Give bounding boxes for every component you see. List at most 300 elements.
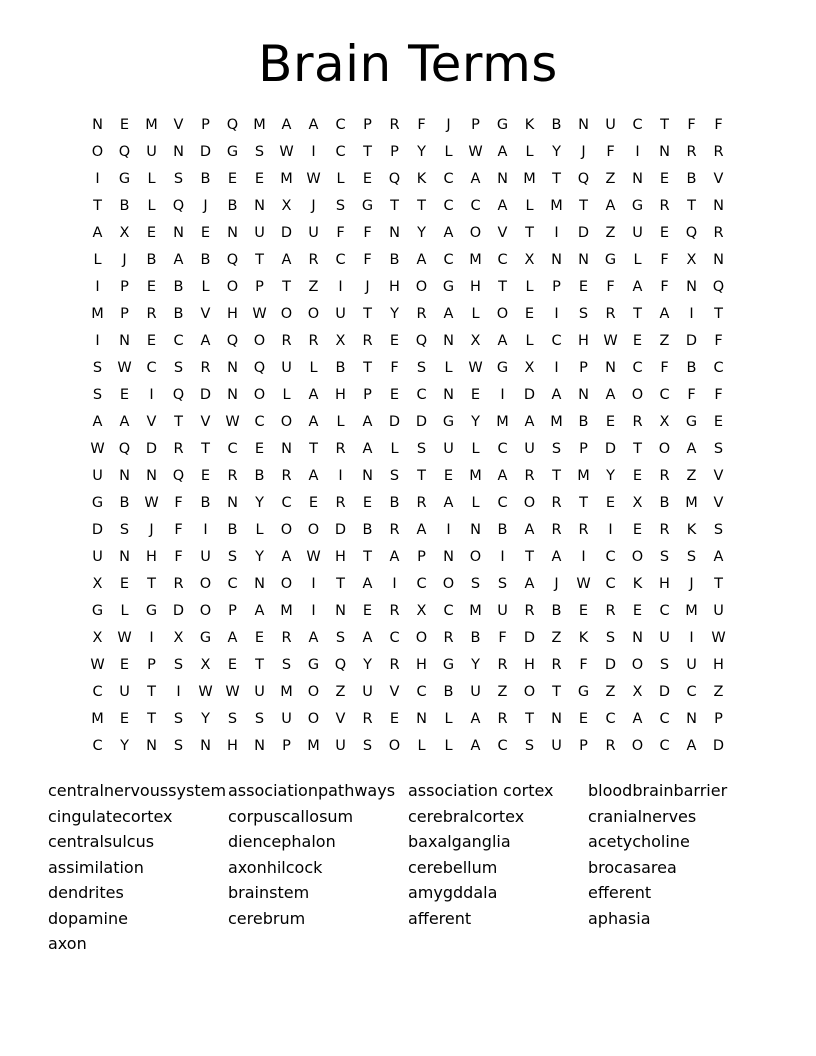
- grid-letter: Y: [255, 549, 264, 565]
- grid-letter: C: [659, 711, 670, 727]
- grid-letter: U: [335, 306, 346, 322]
- grid-letter: P: [147, 657, 156, 673]
- grid-letter: E: [578, 603, 589, 619]
- grid-letter: L: [471, 441, 480, 457]
- grid-letter: L: [147, 198, 156, 214]
- grid-letter: E: [254, 441, 265, 457]
- grid-letter: B: [146, 252, 157, 268]
- grid-letter: A: [281, 117, 292, 133]
- grid-letter: J: [311, 198, 316, 214]
- grid-letter: A: [308, 117, 319, 133]
- grid-letter: B: [200, 252, 211, 268]
- grid-letter: R: [173, 441, 184, 457]
- grid-letter: I: [149, 630, 154, 646]
- grid-letter: B: [551, 603, 562, 619]
- grid-letter: T: [93, 198, 102, 214]
- grid-letter: T: [714, 576, 723, 592]
- grid-letter: G: [118, 171, 131, 187]
- grid-letter: A: [686, 738, 697, 754]
- grid-letter: D: [334, 522, 347, 538]
- grid-letter: R: [551, 657, 562, 673]
- grid-letter: G: [442, 414, 455, 430]
- grid-letter: D: [577, 225, 590, 241]
- grid-letter: J: [446, 117, 451, 133]
- grid-letter: P: [363, 117, 372, 133]
- grid-letter: Z: [497, 684, 508, 700]
- grid-letter: A: [308, 468, 319, 484]
- grid-letter: W: [90, 441, 105, 457]
- grid-letter: C: [470, 198, 481, 214]
- grid-letter: G: [685, 414, 698, 430]
- grid-letter: A: [227, 630, 238, 646]
- grid-letter: F: [714, 117, 723, 133]
- grid-letter: G: [91, 603, 104, 619]
- grid-letter: N: [200, 738, 211, 754]
- grid-letter: F: [363, 252, 372, 268]
- grid-letter: F: [606, 144, 615, 160]
- grid-letter: G: [361, 198, 374, 214]
- grid-letter: Q: [253, 360, 266, 376]
- grid-letter: C: [146, 360, 157, 376]
- grid-letter: A: [362, 441, 373, 457]
- grid-letter: W: [198, 684, 213, 700]
- grid-letter: B: [362, 522, 373, 538]
- grid-letter: U: [362, 684, 373, 700]
- grid-letter: M: [577, 468, 590, 484]
- grid-letter: Z: [308, 279, 319, 295]
- grid-letter: N: [119, 549, 130, 565]
- word-list-item: cerebrum: [228, 908, 306, 928]
- grid-letter: F: [336, 225, 345, 241]
- grid-letter: O: [469, 225, 482, 241]
- grid-row: [84, 436, 732, 463]
- grid-letter: R: [659, 522, 670, 538]
- grid-letter: S: [551, 441, 562, 457]
- grid-letter: C: [551, 333, 562, 349]
- grid-letter: O: [280, 306, 293, 322]
- grid-letter: O: [388, 738, 401, 754]
- grid-letter: F: [714, 333, 723, 349]
- grid-letter: T: [174, 414, 183, 430]
- grid-letter: U: [200, 549, 211, 565]
- grid-letter: S: [281, 657, 292, 673]
- grid-letter: S: [713, 441, 724, 457]
- word-list-item: cerebellum: [408, 857, 498, 877]
- grid-letter: D: [604, 441, 617, 457]
- word-list-item: dendrites: [48, 883, 124, 902]
- grid-letter: P: [282, 738, 291, 754]
- grid-letter: X: [92, 630, 103, 646]
- grid-letter: X: [686, 252, 697, 268]
- grid-letter: W: [117, 630, 132, 646]
- grid-letter: C: [497, 441, 508, 457]
- grid-letter: K: [632, 576, 643, 592]
- grid-letter: R: [632, 414, 643, 430]
- grid-letter: S: [227, 711, 238, 727]
- grid-letter: Q: [118, 144, 131, 160]
- grid-letter: U: [551, 738, 562, 754]
- grid-letter: T: [525, 225, 534, 241]
- grid-letter: J: [689, 576, 694, 592]
- grid-letter: R: [281, 468, 292, 484]
- grid-letter: B: [551, 117, 562, 133]
- grid-letter: B: [659, 495, 670, 511]
- grid-letter: T: [552, 171, 561, 187]
- grid-letter: R: [416, 306, 427, 322]
- grid-letter: I: [635, 144, 640, 160]
- grid-letter: P: [228, 603, 237, 619]
- grid-row: [84, 328, 732, 355]
- grid-letter: C: [443, 252, 454, 268]
- grid-letter: Q: [415, 333, 428, 349]
- grid-letter: A: [713, 549, 724, 565]
- grid-letter: C: [713, 360, 724, 376]
- grid-letter: S: [92, 360, 103, 376]
- grid-row: [84, 274, 732, 301]
- grid-letter: Z: [659, 333, 670, 349]
- grid-letter: E: [362, 603, 373, 619]
- grid-letter: L: [390, 441, 399, 457]
- grid-letter: I: [554, 225, 559, 241]
- grid-letter: I: [311, 603, 316, 619]
- word-list-item: cingulatecortex: [48, 806, 173, 826]
- grid-letter: E: [389, 387, 400, 403]
- grid-letter: A: [497, 333, 508, 349]
- grid-letter: Q: [226, 333, 239, 349]
- grid-letter: G: [442, 657, 455, 673]
- grid-letter: L: [336, 171, 345, 187]
- grid-letter: R: [524, 468, 535, 484]
- grid-letter: H: [389, 279, 400, 295]
- grid-letter: E: [362, 495, 373, 511]
- grid-letter: S: [173, 711, 184, 727]
- grid-letter: D: [388, 414, 401, 430]
- grid-letter: T: [498, 279, 507, 295]
- grid-letter: S: [227, 549, 238, 565]
- grid-letter: N: [443, 333, 454, 349]
- word-list-item: axonhilcock: [228, 857, 323, 877]
- grid-letter: V: [200, 306, 211, 322]
- grid-letter: J: [122, 252, 127, 268]
- grid-letter: C: [173, 333, 184, 349]
- grid-letter: I: [554, 360, 559, 376]
- grid-letter: A: [497, 198, 508, 214]
- grid-letter: E: [470, 387, 481, 403]
- grid-letter: A: [443, 306, 454, 322]
- word-list-item: centralnervoussystem: [48, 781, 227, 800]
- grid-letter: R: [551, 522, 562, 538]
- grid-letter: P: [714, 711, 723, 727]
- grid-letter: Z: [686, 468, 697, 484]
- grid-letter: Q: [334, 657, 347, 673]
- grid-letter: S: [389, 468, 400, 484]
- grid-letter: A: [308, 387, 319, 403]
- grid-letter: W: [468, 144, 483, 160]
- grid-letter: B: [443, 684, 454, 700]
- grid-row: [84, 355, 732, 382]
- grid-letter: A: [173, 252, 184, 268]
- grid-letter: R: [389, 117, 400, 133]
- grid-letter: D: [145, 441, 158, 457]
- grid-letter: H: [146, 549, 157, 565]
- grid-letter: U: [146, 144, 157, 160]
- grid-letter: N: [605, 360, 616, 376]
- grid-letter: T: [552, 468, 561, 484]
- grid-letter: R: [713, 225, 724, 241]
- grid-letter: Q: [577, 171, 590, 187]
- grid-letter: U: [254, 684, 265, 700]
- grid-letter: A: [416, 252, 427, 268]
- grid-letter: B: [470, 630, 481, 646]
- grid-row: [84, 247, 732, 274]
- grid-letter: N: [632, 171, 643, 187]
- grid-letter: M: [469, 468, 482, 484]
- grid-row: [84, 679, 732, 706]
- grid-letter: F: [687, 387, 696, 403]
- grid-letter: U: [281, 360, 292, 376]
- grid-letter: D: [712, 738, 725, 754]
- grid-letter: B: [389, 252, 400, 268]
- grid-letter: Q: [226, 117, 239, 133]
- grid-letter: Z: [335, 684, 346, 700]
- grid-letter: X: [200, 657, 211, 673]
- grid-letter: D: [199, 144, 212, 160]
- grid-letter: X: [416, 603, 427, 619]
- grid-letter: A: [497, 468, 508, 484]
- grid-letter: I: [203, 522, 208, 538]
- grid-letter: Y: [471, 414, 480, 430]
- grid-letter: N: [686, 279, 697, 295]
- grid-letter: O: [631, 387, 644, 403]
- grid-letter: S: [254, 711, 265, 727]
- grid-letter: I: [446, 522, 451, 538]
- grid-letter: N: [389, 225, 400, 241]
- grid-letter: S: [173, 360, 184, 376]
- grid-letter: V: [713, 495, 724, 511]
- grid-letter: N: [551, 711, 562, 727]
- grid-letter: C: [659, 738, 670, 754]
- grid-letter: Q: [172, 468, 185, 484]
- grid-letter: X: [524, 252, 535, 268]
- grid-letter: Y: [471, 657, 480, 673]
- grid-letter: M: [550, 414, 563, 430]
- grid-letter: A: [416, 522, 427, 538]
- grid-letter: R: [308, 252, 319, 268]
- grid-letter: Z: [713, 684, 724, 700]
- grid-letter: Y: [255, 495, 264, 511]
- grid-letter: B: [335, 360, 346, 376]
- grid-letter: T: [417, 198, 426, 214]
- grid-letter: M: [685, 603, 698, 619]
- grid-letter: G: [91, 495, 104, 511]
- grid-letter: W: [306, 549, 321, 565]
- grid-letter: L: [444, 144, 453, 160]
- grid-letter: D: [199, 387, 212, 403]
- grid-letter: F: [660, 252, 669, 268]
- grid-letter: U: [254, 225, 265, 241]
- grid-letter: L: [147, 171, 156, 187]
- grid-letter: T: [579, 495, 588, 511]
- grid-letter: D: [280, 225, 293, 241]
- grid-letter: C: [335, 144, 346, 160]
- grid-letter: R: [605, 603, 616, 619]
- grid-letter: T: [255, 657, 264, 673]
- grid-letter: I: [581, 549, 586, 565]
- grid-letter: N: [362, 468, 373, 484]
- grid-letter: A: [443, 225, 454, 241]
- grid-letter: A: [281, 252, 292, 268]
- grid-letter: C: [281, 495, 292, 511]
- grid-letter: E: [632, 603, 643, 619]
- grid-letter: F: [687, 117, 696, 133]
- grid-letter: E: [119, 657, 130, 673]
- grid-letter: L: [309, 360, 318, 376]
- grid-letter: R: [173, 576, 184, 592]
- grid-letter: U: [335, 738, 346, 754]
- word-list-item: cerebralcortex: [408, 806, 525, 826]
- grid-letter: T: [525, 711, 534, 727]
- grid-letter: E: [605, 414, 616, 430]
- grid-letter: E: [146, 279, 157, 295]
- grid-letter: A: [686, 441, 697, 457]
- grid-letter: N: [713, 252, 724, 268]
- grid-letter: X: [335, 333, 346, 349]
- grid-letter: Y: [552, 144, 561, 160]
- grid-letter: F: [417, 117, 426, 133]
- grid-letter: L: [471, 306, 480, 322]
- grid-letter: A: [524, 414, 535, 430]
- grid-letter: A: [443, 495, 454, 511]
- grid-letter: S: [335, 630, 346, 646]
- grid-letter: O: [523, 495, 536, 511]
- grid-letter: T: [255, 252, 264, 268]
- grid-letter: N: [443, 549, 454, 565]
- grid-letter: I: [95, 279, 100, 295]
- grid-letter: U: [713, 603, 724, 619]
- grid-letter: B: [200, 171, 211, 187]
- grid-letter: Q: [226, 252, 239, 268]
- grid-letter: F: [174, 495, 183, 511]
- grid-letter: A: [362, 576, 373, 592]
- grid-letter: P: [579, 441, 588, 457]
- grid-letter: U: [605, 117, 616, 133]
- word-list-item: dopamine: [48, 908, 128, 928]
- grid-letter: A: [470, 171, 481, 187]
- grid-letter: B: [686, 360, 697, 376]
- grid-letter: A: [551, 549, 562, 565]
- grid-letter: O: [280, 576, 293, 592]
- grid-letter: O: [253, 333, 266, 349]
- word-list-item: association cortex: [408, 781, 554, 800]
- grid-letter: E: [389, 711, 400, 727]
- grid-letter: L: [471, 495, 480, 511]
- grid-letter: C: [335, 252, 346, 268]
- grid-letter: E: [443, 468, 454, 484]
- grid-letter: E: [713, 414, 724, 430]
- grid-letter: A: [605, 387, 616, 403]
- grid-letter: G: [496, 360, 509, 376]
- grid-letter: Y: [390, 306, 399, 322]
- grid-letter: A: [659, 306, 670, 322]
- grid-letter: D: [91, 522, 104, 538]
- grid-letter: T: [552, 684, 561, 700]
- grid-letter: U: [119, 684, 130, 700]
- word-list-item: brocasarea: [588, 857, 677, 877]
- grid-letter: R: [389, 522, 400, 538]
- grid-letter: F: [363, 225, 372, 241]
- grid-letter: N: [497, 171, 508, 187]
- word-list-item: axon: [48, 934, 87, 953]
- grid-letter: A: [254, 603, 265, 619]
- grid-row: [84, 733, 732, 760]
- grid-letter: L: [255, 522, 264, 538]
- grid-letter: N: [227, 387, 238, 403]
- grid-letter: L: [417, 738, 426, 754]
- word-list-item: efferent: [588, 883, 652, 902]
- grid-row: [84, 652, 732, 679]
- grid-letter: V: [173, 117, 184, 133]
- grid-letter: M: [523, 171, 536, 187]
- grid-letter: F: [660, 279, 669, 295]
- grid-letter: O: [415, 279, 428, 295]
- grid-letter: Q: [118, 441, 131, 457]
- grid-letter: F: [579, 657, 588, 673]
- grid-letter: Q: [172, 198, 185, 214]
- grid-letter: S: [173, 657, 184, 673]
- grid-letter: H: [335, 549, 346, 565]
- grid-letter: O: [631, 657, 644, 673]
- grid-letter: H: [713, 657, 724, 673]
- grid-letter: L: [93, 252, 102, 268]
- grid-letter: T: [633, 441, 642, 457]
- grid-letter: R: [308, 333, 319, 349]
- grid-letter: R: [605, 306, 616, 322]
- grid-letter: J: [365, 279, 370, 295]
- grid-letter: B: [686, 171, 697, 187]
- grid-letter: A: [200, 333, 211, 349]
- grid-letter: R: [362, 711, 373, 727]
- grid-letter: S: [497, 576, 508, 592]
- grid-letter: B: [119, 198, 130, 214]
- grid-letter: K: [416, 171, 427, 187]
- grid-letter: T: [147, 576, 156, 592]
- grid-letter: U: [632, 225, 643, 241]
- grid-letter: M: [469, 603, 482, 619]
- grid-letter: Z: [605, 684, 616, 700]
- grid-letter: G: [604, 252, 617, 268]
- grid-letter: R: [713, 144, 724, 160]
- grid-letter: U: [497, 603, 508, 619]
- grid-letter: N: [227, 495, 238, 511]
- grid-letter: G: [307, 657, 320, 673]
- grid-letter: A: [389, 549, 400, 565]
- grid-letter: R: [281, 630, 292, 646]
- grid-letter: C: [92, 738, 103, 754]
- grid-letter: N: [632, 630, 643, 646]
- grid-letter: N: [119, 333, 130, 349]
- grid-letter: Y: [417, 225, 426, 241]
- grid-letter: M: [280, 171, 293, 187]
- grid-letter: L: [444, 711, 453, 727]
- grid-letter: S: [335, 198, 346, 214]
- grid-letter: N: [254, 576, 265, 592]
- grid-letter: C: [497, 252, 508, 268]
- grid-letter: N: [659, 144, 670, 160]
- grid-letter: W: [225, 684, 240, 700]
- grid-row: [84, 193, 732, 220]
- grid-row: [84, 706, 732, 733]
- grid-letter: S: [173, 171, 184, 187]
